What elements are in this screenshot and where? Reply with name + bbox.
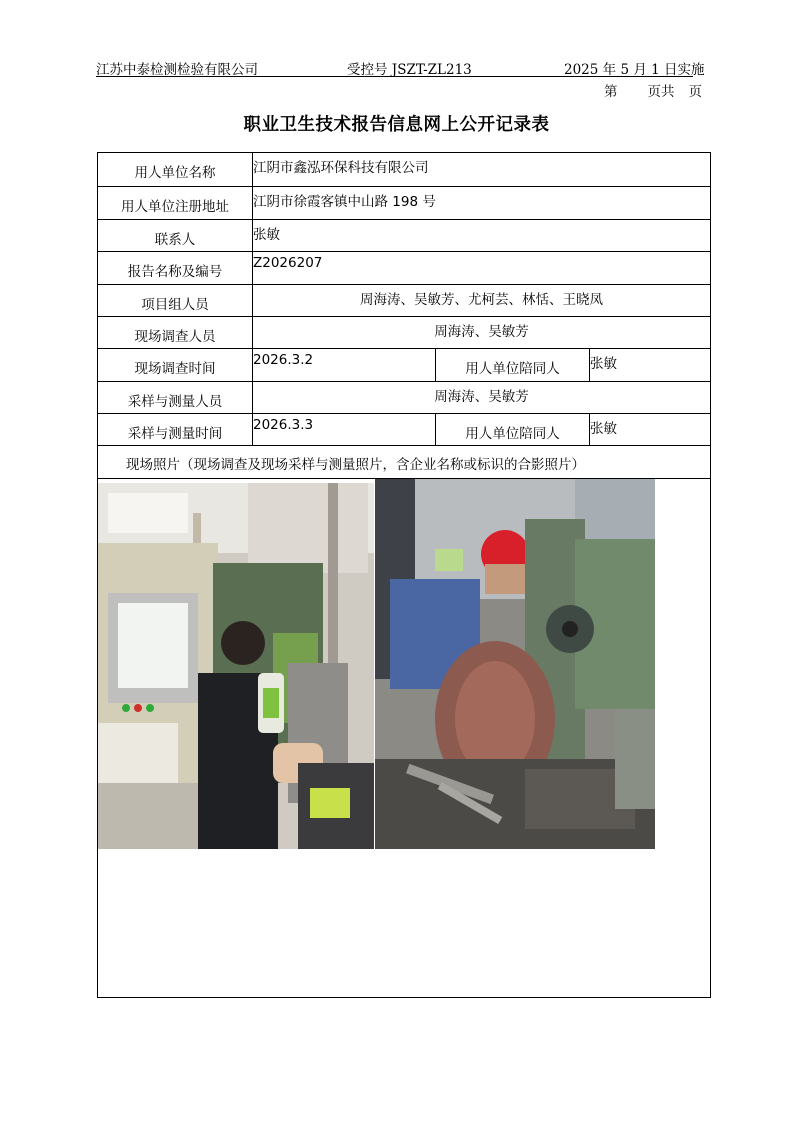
team-value: 周海涛、吴敏芳、尤柯芸、林恬、王晓凤 bbox=[360, 292, 603, 308]
control-number: 受控号 JSZT-ZL213 bbox=[347, 62, 472, 78]
contact-value: 张敏 bbox=[253, 227, 280, 243]
employer-address-value: 江阴市徐霞客镇中山路 198 号 bbox=[253, 194, 436, 210]
row-employer-name bbox=[98, 153, 710, 187]
survey-companion-label: 用人单位陪同人 bbox=[436, 349, 590, 381]
row-sampling-time bbox=[98, 414, 710, 446]
row-report bbox=[98, 252, 710, 285]
survey-time-label: 现场调查时间 bbox=[98, 349, 253, 381]
site-photo-survey bbox=[98, 483, 374, 849]
effective-date: 2025 年 5 月 1 日实施 bbox=[564, 62, 705, 78]
sampling-time-label: 采样与测量时间 bbox=[98, 414, 253, 445]
row-team bbox=[98, 285, 710, 317]
sampling-companion-value: 张敏 bbox=[590, 421, 617, 437]
employer-name-value: 江阴市鑫泓环保科技有限公司 bbox=[253, 160, 429, 176]
survey-time-value: 2026.3.2 bbox=[253, 349, 436, 381]
report-label: 报告名称及编号 bbox=[98, 252, 253, 284]
photos-label: 现场照片（现场调查及现场采样与测量照片，含企业名称或标识的合影照片） bbox=[126, 457, 585, 473]
row-employer-address bbox=[98, 187, 710, 220]
employer-address-label: 用人单位注册地址 bbox=[98, 187, 253, 219]
employer-name-label: 用人单位名称 bbox=[98, 153, 253, 186]
contact-label: 联系人 bbox=[98, 220, 253, 251]
row-survey-time bbox=[98, 349, 710, 382]
page-number bbox=[604, 80, 702, 100]
row-contact bbox=[98, 220, 710, 252]
sampling-companion-label: 用人单位陪同人 bbox=[436, 414, 590, 445]
report-value: Z2026207 bbox=[253, 255, 323, 271]
page-middle: 页共 bbox=[647, 84, 675, 100]
sampling-staff-value: 周海涛、吴敏芳 bbox=[434, 389, 529, 405]
record-table bbox=[97, 152, 711, 998]
survey-staff-value: 周海涛、吴敏芳 bbox=[434, 324, 529, 340]
row-photos-label bbox=[98, 446, 710, 479]
sampling-time-value: 2026.3.3 bbox=[253, 414, 436, 445]
header-rule bbox=[96, 76, 693, 77]
row-sampling-staff bbox=[98, 382, 710, 414]
page-suffix: 页 bbox=[688, 84, 702, 100]
site-photo-sampling bbox=[375, 479, 655, 849]
document-title: 职业卫生技术报告信息网上公开记录表 bbox=[243, 115, 550, 135]
row-survey-staff bbox=[98, 317, 710, 349]
sampling-staff-label: 采样与测量人员 bbox=[98, 382, 253, 413]
page-prefix: 第 bbox=[604, 84, 618, 100]
company-name: 江苏中泰检测检验有限公司 bbox=[96, 62, 258, 78]
survey-staff-label: 现场调查人员 bbox=[98, 317, 253, 348]
survey-companion-value: 张敏 bbox=[590, 356, 617, 372]
team-label: 项目组人员 bbox=[98, 285, 253, 316]
